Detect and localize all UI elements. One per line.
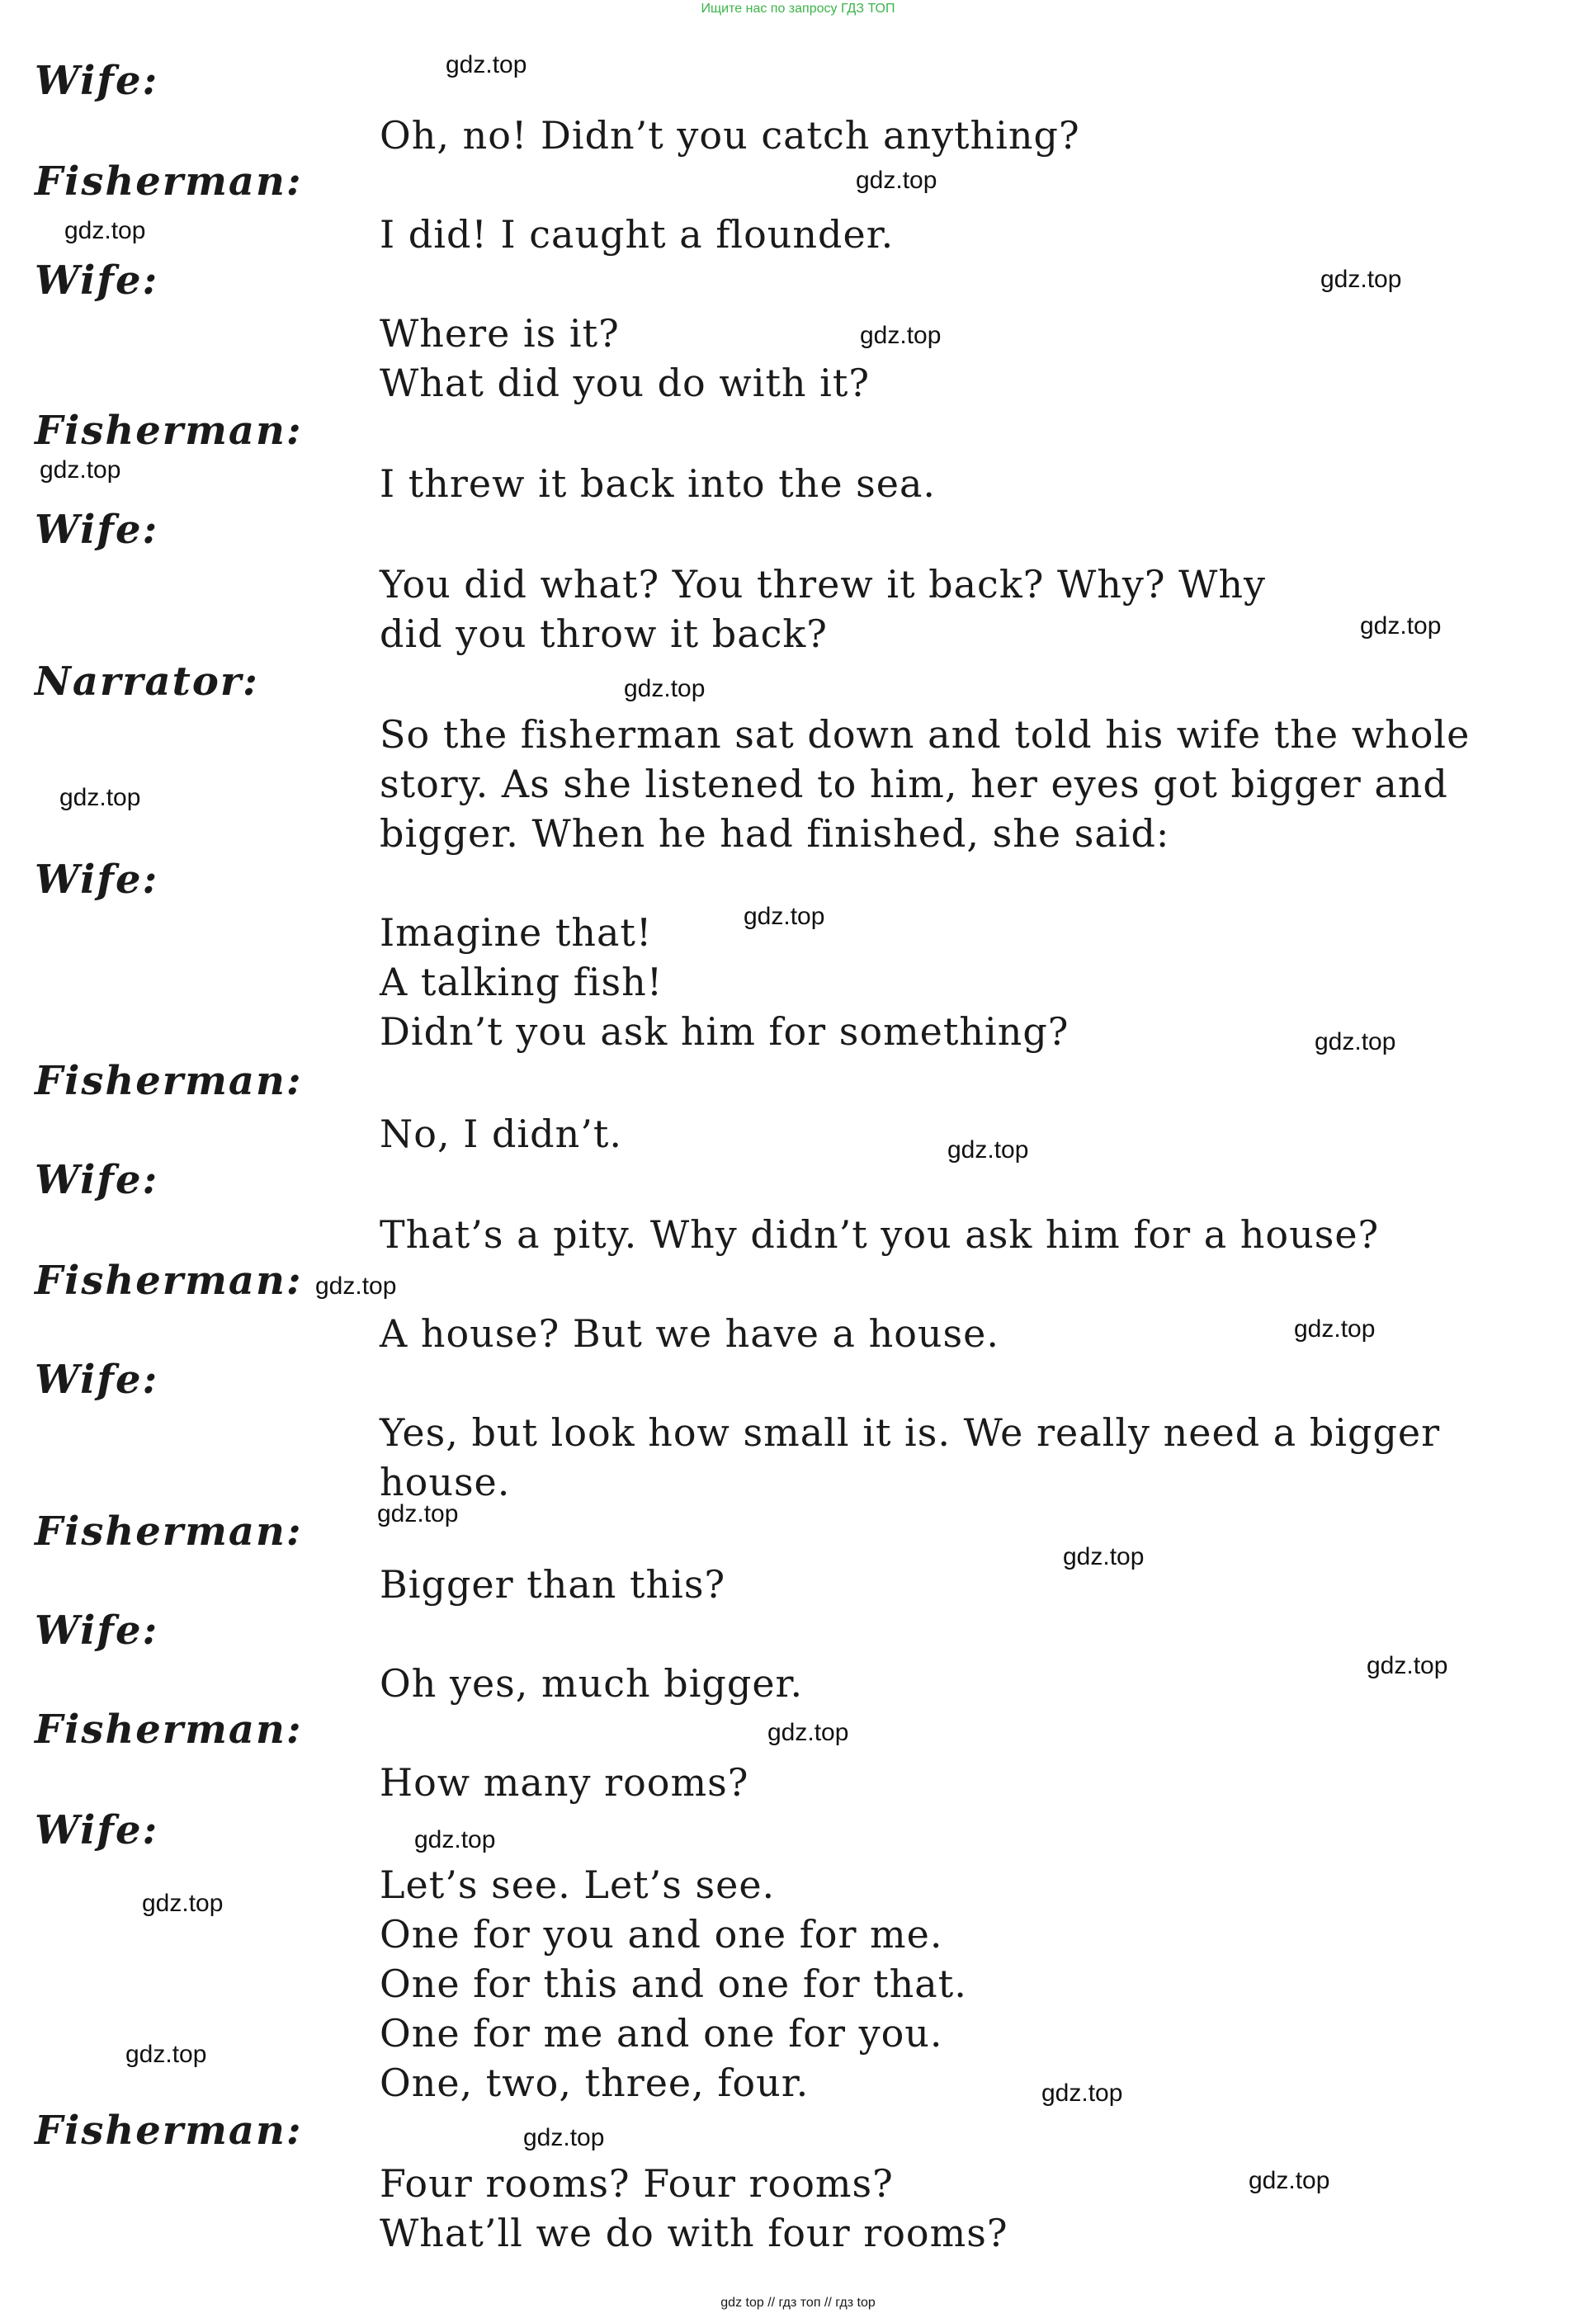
speaker-label: Fisherman: [35,408,303,454]
watermark: gdz.top [1249,2167,1330,2194]
dialogue-line: story. As she listened to him, her eyes got bigger and [380,762,1448,806]
speaker-label: Wife: [35,1357,159,1403]
dialogue-line: No, I didn’t. [380,1112,622,1156]
watermark: gdz.top [947,1136,1029,1164]
watermark: gdz.top [1063,1543,1145,1570]
watermark: gdz.top [1294,1315,1376,1343]
dialogue-line: did you throw it back? [380,611,828,656]
watermark: gdz.top [1315,1028,1396,1055]
dialogue-line: One for you and one for me. [380,1912,943,1957]
dialogue-line: Let’s see. Let’s see. [380,1862,776,1907]
dialogue-line: house. [380,1460,511,1504]
watermark: gdz.top [64,217,146,244]
dialogue-line: One for me and one for you. [380,2011,943,2056]
watermark: gdz.top [142,1890,224,1917]
watermark: gdz.top [856,167,937,194]
watermark: gdz.top [1360,612,1442,640]
watermark: gdz.top [446,51,527,78]
dialogue-line: I threw it back into the sea. [380,461,937,506]
speaker-label: Fisherman: [35,1508,303,1555]
dialogue-line: Yes, but look how small it is. We really need a bigger [380,1410,1441,1455]
watermark: gdz.top [767,1719,849,1746]
watermark: gdz.top [624,675,706,702]
dialogue-line: Oh yes, much bigger. [380,1661,804,1706]
dialogue-line: You did what? You threw it back? Why? Why [380,562,1267,607]
dialogue-line: bigger. When he had finished, she said: [380,811,1170,856]
watermark: gdz.top [1367,1652,1448,1679]
speaker-label: Wife: [35,857,159,903]
watermark: gdz.top [1320,266,1402,293]
dialogue-line: So the fisherman sat down and told his wife the whole [380,712,1471,757]
dialogue-line: A talking fish! [380,960,663,1004]
dialogue-line: One, two, three, four. [380,2061,810,2105]
dialogue-line: One for this and one for that. [380,1962,967,2006]
dialogue-line: What’ll we do with four rooms? [380,2211,1008,2255]
speaker-label: Wife: [35,1607,159,1654]
dialogue-line: A house? But we have a house. [380,1311,999,1356]
watermark: gdz.top [1041,2080,1123,2107]
dialogue-line: Imagine that! [380,910,653,955]
dialogue-line: Bigger than this? [380,1562,726,1607]
speaker-label: Fisherman: [35,1707,303,1753]
watermark: gdz.top [744,903,825,930]
dialogue-line: Oh, no! Didn’t you catch anything? [380,113,1080,158]
speaker-label: Fisherman: [35,2108,303,2154]
watermark: gdz.top [523,2124,605,2151]
speaker-label: Wife: [35,507,159,553]
watermark: gdz.top [377,1500,459,1527]
top-banner: Ищите нас по запросу ГДЗ ТОП [701,2,895,16]
watermark: gdz.top [59,784,141,811]
speaker-label: Narrator: [35,659,259,705]
speaker-label: Fisherman: [35,1058,303,1104]
dialogue-line: Four rooms? Four rooms? [380,2161,894,2206]
watermark: gdz.top [414,1826,496,1853]
watermark: gdz.top [125,2041,207,2068]
dialogue-line: That’s a pity. Why didn’t you ask him for a house? [380,1212,1380,1257]
watermark: gdz.top [315,1272,397,1300]
dialogue-line: I did! I caught a flounder. [380,212,895,257]
speaker-label: Wife: [35,58,159,104]
dialogue-line: Where is it? [380,311,620,356]
dialogue-line: What did you do with it? [380,361,871,405]
dialogue-line: How many rooms? [380,1760,749,1805]
speaker-label: Wife: [35,257,159,304]
speaker-label: Fisherman: [35,158,303,205]
watermark: gdz.top [860,322,942,349]
dialogue-line: Didn’t you ask him for something? [380,1009,1070,1054]
speaker-label: Wife: [35,1157,159,1203]
bottom-banner: gdz top // гдз топ // гдз top [720,2296,876,2310]
speaker-label: Fisherman: [35,1258,303,1304]
speaker-label: Wife: [35,1807,159,1853]
watermark: gdz.top [40,456,121,484]
